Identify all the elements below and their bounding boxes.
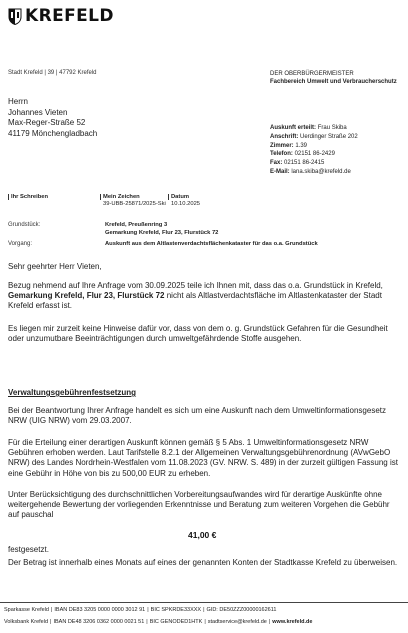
paragraph-2: Es liegen mir zurzeit keine Hinweise dafür vor, dass von dem o. g. Grundstück Gefahren für die Gesundheit oder unzumutbare Beeinträchtigungen durch umweltgefährdende Stoffe ausgehen. xyxy=(8,324,388,344)
coat-of-arms-icon xyxy=(8,8,22,25)
recipient-line: Max-Reger-Straße 52 xyxy=(8,118,86,127)
recipient-line: Herrn xyxy=(8,97,29,106)
grundstueck-label: Grundstück: xyxy=(8,222,41,228)
festgesetzt-text: festgesetzt. xyxy=(8,545,49,554)
footer-divider xyxy=(0,602,408,603)
contact-row: Fax: 02151 86-2415 xyxy=(270,160,325,167)
fee-amount: 41,00 € xyxy=(188,530,217,540)
footer-website-link[interactable]: www.krefeld.de xyxy=(272,619,313,625)
grundstueck-value: Krefeld, Preußenring 3 Gemarkung Krefeld, Flur 23, Flurstück 72 xyxy=(105,222,219,236)
vorgang-label: Vorgang: xyxy=(8,241,33,247)
department-title: DER OBERBÜRGERMEISTER xyxy=(270,71,354,77)
department-header xyxy=(270,70,397,86)
recipient-address xyxy=(8,97,97,139)
contact-row: Telefon: 02151 86-2429 xyxy=(270,151,335,158)
footer-bank-row-1: Sparkasse Krefeld | IBAN DE83 3205 0000 0000 3012 91 | BIC SPKRDE33XXX | GID: DE50ZZZ00000162611 xyxy=(4,607,277,613)
footer-bank-row-2: Volksbank Krefeld | IBAN DE48 3206 0362 0000 0021 51 | BIC GENODED1HTK | stadtservice@krefeld.de | www.krefeld.de xyxy=(4,619,313,625)
paragraph-1: Bezug nehmend auf Ihre Anfrage vom 30.09.2025 teile ich Ihnen mit, dass das o.a. Grundstück in Krefeld, Gemarkung Krefeld, Flur 23, Flurstück 72 nicht als Altlastverdachtsfläche im Altlastenkataster der Stadt Krefeld erfasst ist. xyxy=(8,281,383,311)
contact-row: Zimmer: 1.39 xyxy=(270,142,308,149)
logo-wordmark: KREFELD xyxy=(25,6,114,26)
paragraph-5: Unter Berücksichtigung des durchschnittlichen Vorbereitungsaufwandes wird für derartige Auskünfte ohne weitergehende Bewertung der vorliegenden Erkenntnisse und Beratung zum weiteren Vorgehen die Gebühr auf pauschal xyxy=(8,490,390,520)
footer-email-link[interactable]: stadtservice@krefeld.de xyxy=(207,619,267,625)
contact-row: E-Mail: lana.skiba@krefeld.de xyxy=(270,168,351,175)
recipient-line: 41179 Mönchengladbach xyxy=(8,128,98,138)
department-subtitle: Fachbereich Umwelt und Verbraucherschutz xyxy=(270,79,397,85)
ref-mein-zeichen: Mein Zeichen 39-UBB-25871/2025-Ski xyxy=(100,194,166,208)
contact-block xyxy=(270,124,358,177)
vorgang-value: Auskunft aus dem Altlastenverdachtsflächenkataster für das o.a. Grundstück xyxy=(105,241,318,247)
city-logo xyxy=(8,6,114,26)
section-title: Verwaltungsgebührenfestsetzung xyxy=(8,388,137,397)
contact-row: Auskunft erteilt: Frau Skiba xyxy=(270,125,347,131)
ref-ihr-schreiben: Ihr Schreiben xyxy=(8,194,48,200)
contact-row: Anschrift: Uerdinger Straße 202 xyxy=(270,133,358,140)
email-link[interactable]: lana.skiba@krefeld.de xyxy=(291,168,351,175)
sender-return-address: Stadt Krefeld | 39 | 47792 Krefeld xyxy=(8,70,97,76)
recipient-line: Johannes Vieten xyxy=(8,107,68,117)
salutation: Sehr geehrter Herr Vieten, xyxy=(8,262,102,271)
paragraph-4: Für die Erteilung einer derartigen Auskunft können gemäß § 5 Abs. 1 Umweltinformationsgesetz NRW Gebühren erhoben werden. Laut Tarifstelle 8.2.1 der Allgemeinen Verwaltungsgebührenordnung (AVwGebO NRW) des Landes Nordrhein-Westfalen vom 11.08.2023 (GV. NRW. S. 489) in der zurzeit gültigen Fassung ist eine Gebühr in Höhe von bis zu 500,00 EUR zu erheben. xyxy=(8,438,398,478)
paragraph-3: Bei der Beantwortung Ihrer Anfrage handelt es sich um eine Auskunft nach dem Umweltinformationsgesetz NRW (UIG NRW) vom 29.03.2007. xyxy=(8,406,386,426)
paragraph-6: Der Betrag ist innerhalb eines Monats auf eines der genannten Konten der Stadtkasse Krefeld zu überweisen. xyxy=(8,558,398,567)
ref-datum: Datum 10.10.2025 xyxy=(168,194,200,208)
